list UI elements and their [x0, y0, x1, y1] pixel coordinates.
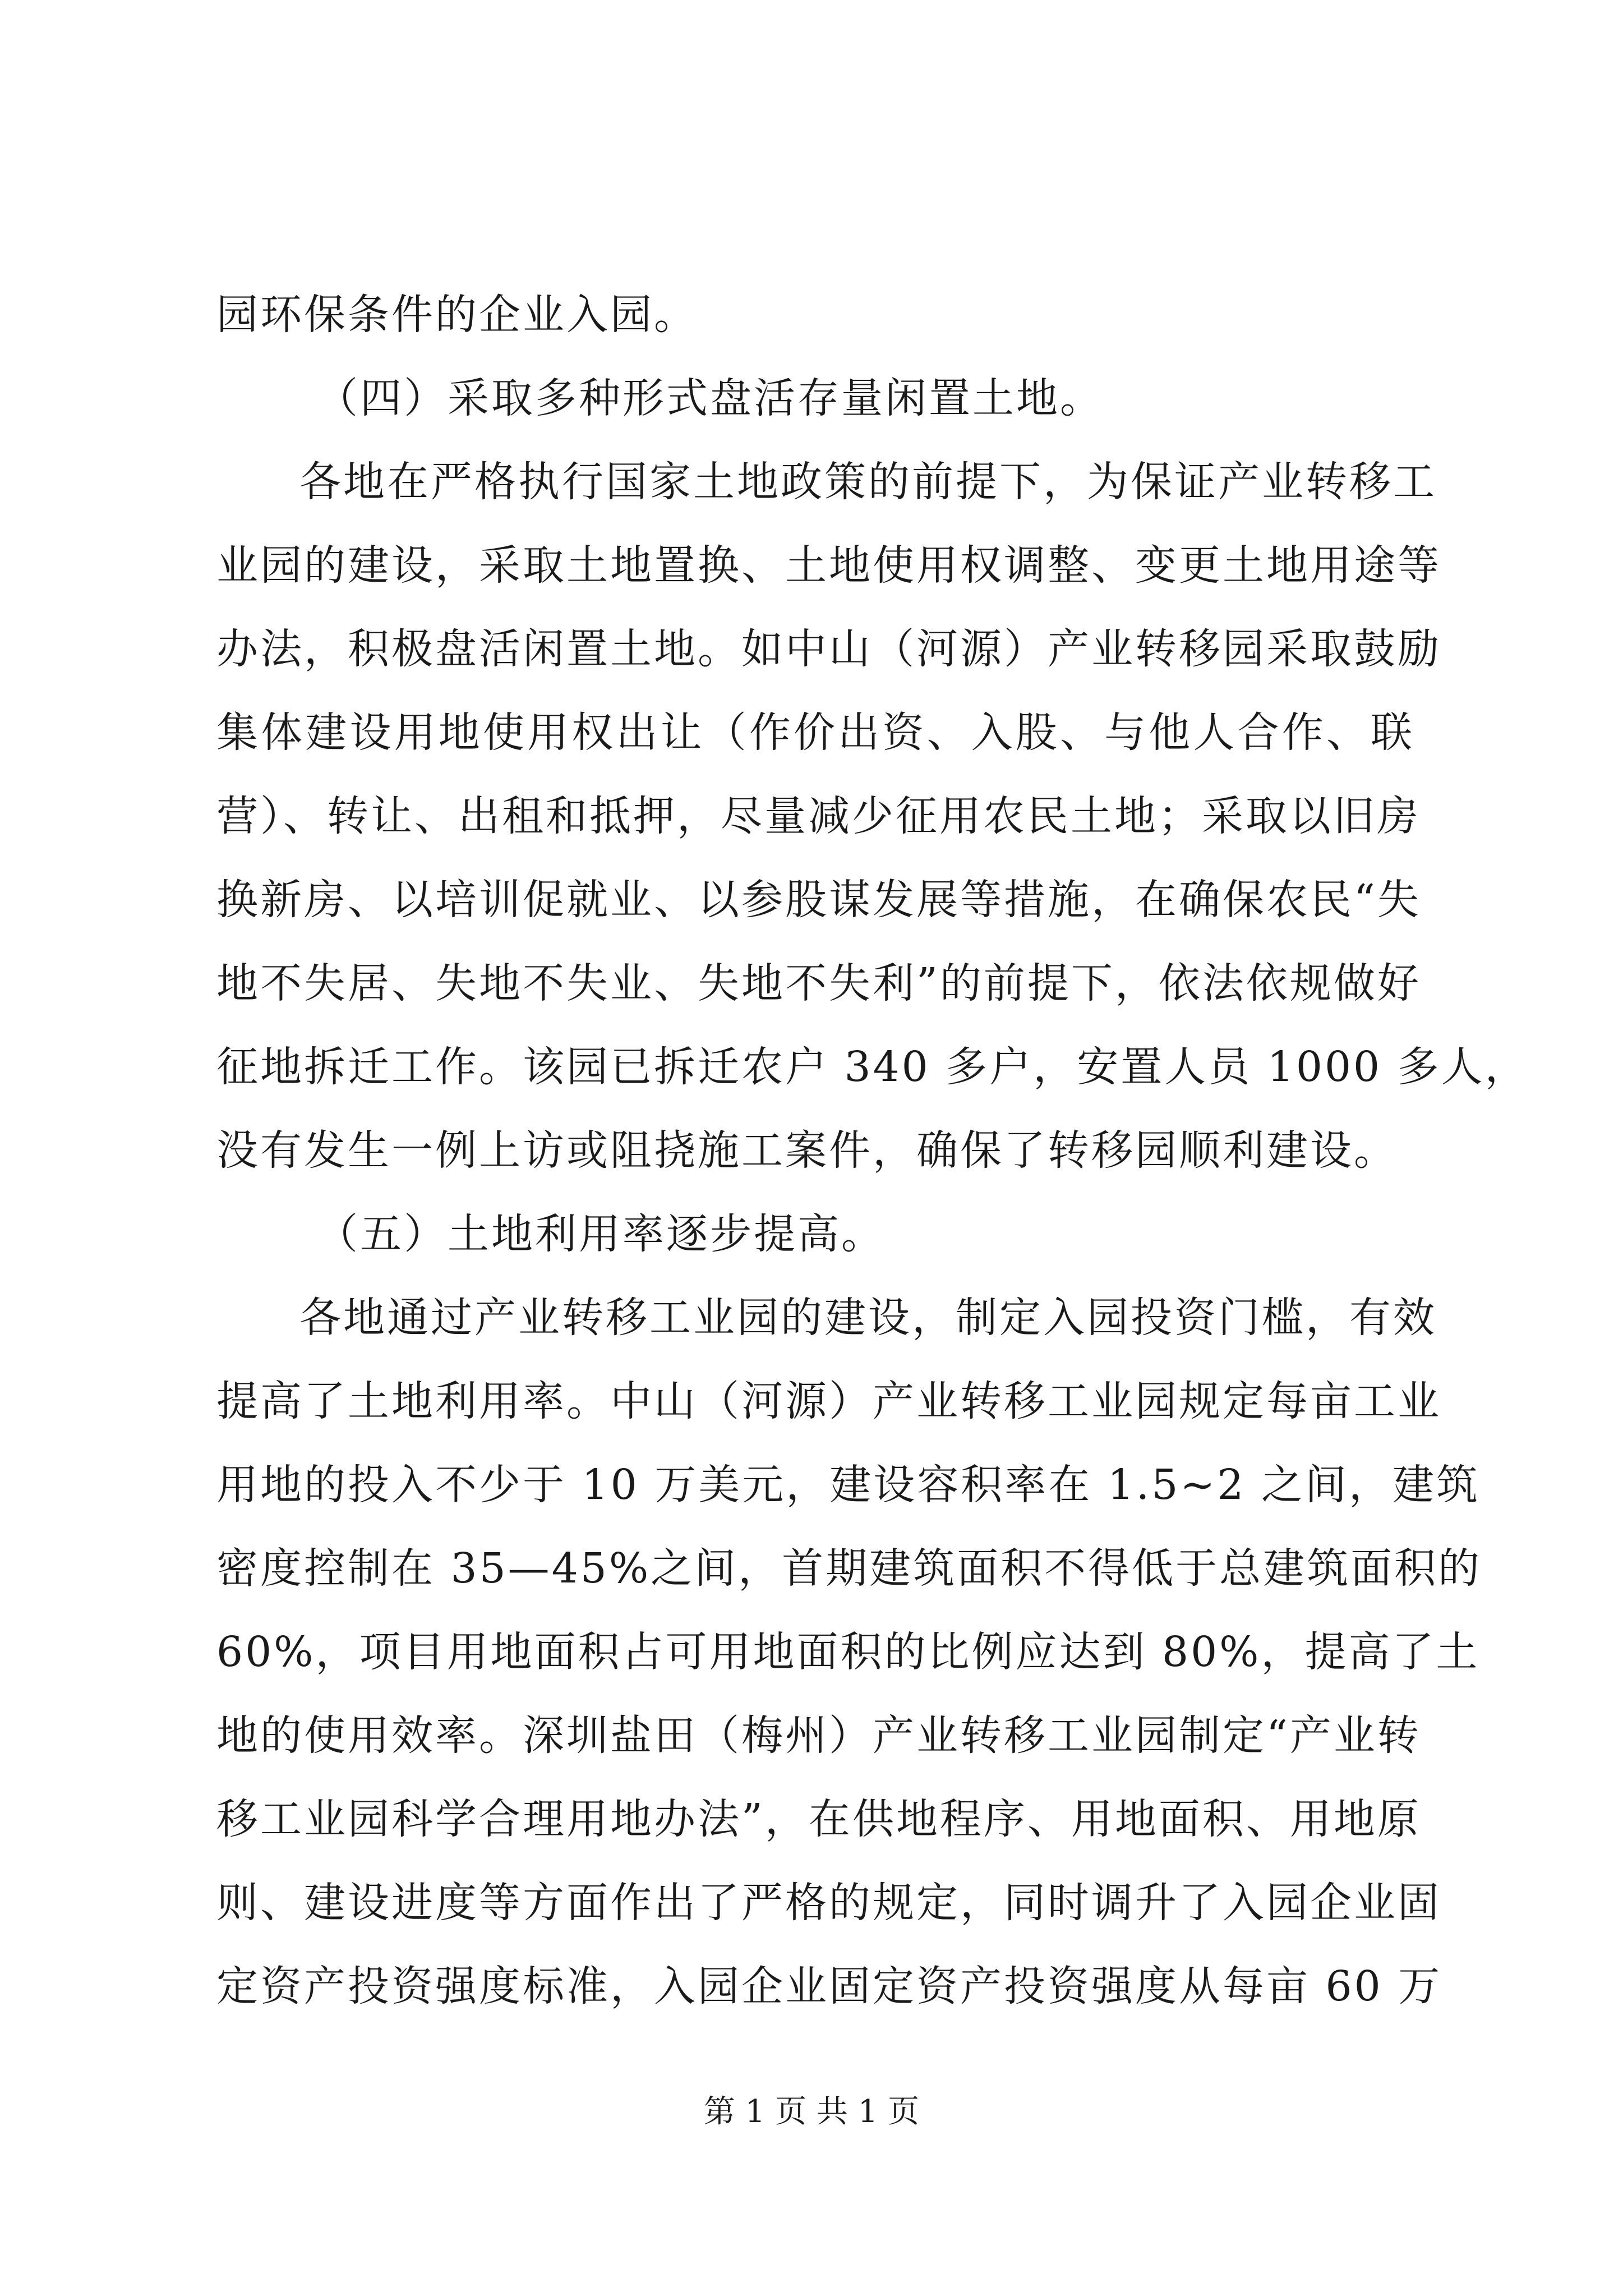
paragraph-line: 移工业园科学合理用地办法”，在供地程序、用地面积、用地原: [216, 1795, 1421, 1843]
paragraph-line: 提高了土地利用率。中山（河源）产业转移工业园规定每亩工业: [216, 1377, 1441, 1425]
paragraph-line: 60%，项目用地面积占可用地面积的比例应达到 80%，提高了土: [216, 1628, 1480, 1676]
paragraph-line: 各地在严格执行国家土地政策的前提下，为保证产业转移工: [299, 458, 1437, 506]
section-heading: （五）土地利用率逐步提高。: [316, 1210, 885, 1258]
section-heading: （四）采取多种形式盘活存量闲置土地。: [316, 374, 1104, 422]
paragraph-line: 用地的投入不少于 10 万美元，建设容积率在 1.5~2 之间，建筑: [216, 1461, 1481, 1509]
paragraph-line: 地的使用效率。深圳盐田（梅州）产业转移工业园制定“产业转: [216, 1711, 1421, 1760]
paragraph-line: 集体建设用地使用权出让（作价出资、入股、与他人合作、联: [216, 708, 1414, 757]
paragraph-line: 园环保条件的企业入园。: [216, 291, 698, 339]
paragraph-line: 没有发生一例上访或阻挠施工案件，确保了转移园顺利建设。: [216, 1126, 1398, 1175]
paragraph-line: 征地拆迁工作。该园已拆迁农户 340 多户，安置人员 1000 多人，: [216, 1043, 1529, 1091]
paragraph-line: 办法，积极盘活闲置土地。如中山（河源）产业转移园采取鼓励: [216, 625, 1441, 673]
paragraph-line: 地不失居、失地不失业、失地不失利”的前提下，依法依规做好: [216, 959, 1421, 1007]
page-number-footer: 第 1 页 共 1 页: [703, 2093, 920, 2130]
paragraph-line: 则、建设进度等方面作出了严格的规定，同时调升了入园企业固: [216, 1879, 1441, 1927]
paragraph-line: 定资产投资强度标准，入园企业固定资产投资强度从每亩 60 万: [216, 1962, 1442, 2010]
paragraph-line: 各地通过产业转移工业园的建设，制定入园投资门槛，有效: [299, 1294, 1437, 1342]
paragraph-line: 营）、转让、出租和抵押，尽量减少征用农民土地；采取以旧房: [216, 792, 1421, 840]
paragraph-line: 密度控制在 35—45%之间，首期建筑面积不得低于总建筑面积的: [216, 1544, 1482, 1593]
document-body: [216, 273, 1529, 2028]
paragraph-line: 换新房、以培训促就业、以参股谋发展等措施，在确保农民“失: [216, 876, 1421, 924]
paragraph-line: 业园的建设，采取土地置换、土地使用权调整、变更土地用途等: [216, 541, 1441, 590]
